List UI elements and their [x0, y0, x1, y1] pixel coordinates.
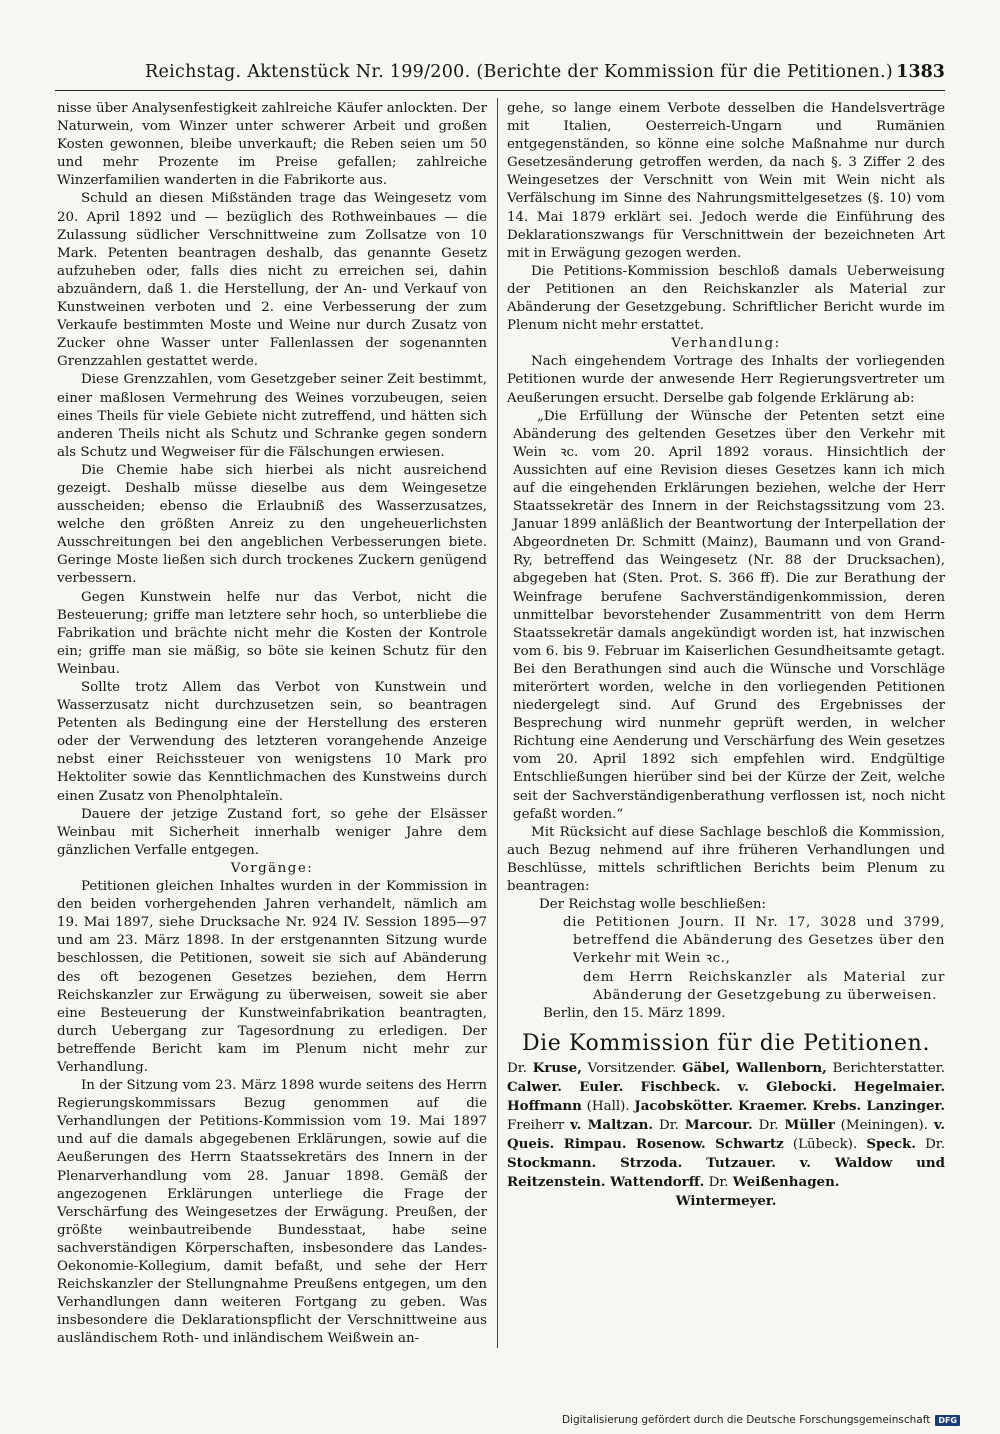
header-rule: [55, 90, 945, 91]
section-heading: Verhandlung:: [671, 336, 781, 352]
paragraph: Mit Rücksicht auf diese Sachlage beschloß die Kommission, auch Bezug nehmend auf ihre früheren Verhandlungen und Beschlüsse, mittels schriftlichen Berichts beim Plenum zu beantragen:: [507, 824, 945, 895]
motion-text: die Petitionen Journ. II Nr. 17, 3028 und 3799, betreffend die Abänderung des Gesetzes über den Verkehr mit Wein ꝛc.,: [563, 915, 945, 967]
member-name: Calwer. Euler. Fischbeck. v. Glebocki. Hegelmaier. Hoffmann: [507, 1078, 945, 1114]
running-title: Reichstag. Aktenstück Nr. 199/200. (Berichte der Kommission für die Petitionen.): [145, 62, 894, 82]
paragraph: In der Sitzung vom 23. März 1898 wurde seitens des Herrn Regierungskommissars Bezug genommen auf die Verhandlungen der Petitions-Kommission vom 19. Mai 1897 und auf die damals abgegebenen Erklärungen, sowie auf die Aeußerungen des Herrn Staatssekretärs des Innern in der Plenarverhandlung vom 28. Januar 1898. Gemäß der angezogenen Erklärungen unterliege die Frage der Verschärfung des Weingesetzes der Erwägung. Preußen, der größte weinbautreibende Bundesstaat, habe seine sachverständigen Körperschaften, insbesondere das Landes-Oekonomie-Kollegium, damit befaßt, und sehe der Herr Reichskanzler der Stellungnahme Preußens entgegen, um den Verhandlungen dann weiteren Fortgang zu geben. Was insbesondere die Deklarationspflicht der Verschnittweine aus ausländischem Roth- und inländischem Weißwein an-: [57, 1078, 487, 1347]
paragraph: Sollte trotz Allem das Verbot von Kunstwein und Wasserzusatz nicht durchzusetzen sein, so beantragen Petenten als Bedingung eine der Herstellung des ersteren oder der Verwendung des letzteren vorangehende Anzeige nebst einer Reichssteuer von wenigstens 10 Mark pro Hektoliter sowie das Kenntlichmachen des Kunstweins durch einen Zusatz von Phenolphtaleïn.: [57, 680, 487, 804]
resolution-intro: Der Reichstag wolle beschließen:: [539, 897, 767, 913]
paragraph: Dauere der jetzige Zustand fort, so gehe der Elsässer Weinbau mit Sicherheit innerhalb weniger Jahre dem gänzlichen Verfalle entgegen.: [57, 806, 487, 858]
paragraph: Gegen Kunstwein helfe nur das Verbot, nicht die Besteuerung; griffe man letztere sehr hoch, so unterbliebe die Fabrikation und brächte nicht mehr die Kosten der Kontrole ein; griffe man sie mäßig, so böte sie keinen Schutz für den Weinbau.: [57, 589, 487, 677]
paragraph: Diese Grenzzahlen, vom Gesetzgeber seiner Zeit bestimmt, einer maßlosen Vermehrung des Weines vorzubeugen, seien eines Theils für viele Gebiete nicht zutreffend, und hätten sich anderen Theils nicht als Schutz und Schranke gegen sondern als Schutz und Wegweiser für die Fälschungen erwiesen.: [57, 372, 487, 460]
dfg-logo: DFG: [935, 1415, 960, 1426]
member-name: Speck.: [866, 1135, 916, 1152]
left-column: [57, 100, 487, 1348]
motion-text: dem Herrn Reichskanzler als Material zur Abänderung der Gesetzgebung zu überweisen.: [583, 969, 945, 1003]
member-name: Weißenhagen.: [732, 1173, 840, 1190]
paragraph: nisse über Analysenfestigkeit zahlreiche Käufer anlockten. Der Naturwein, vom Winzer unter schwerer Arbeit und großen Kosten gewonnen, bleibe unverkauft; die Reben seien um 50 und mehr Prozente im Preise gefallen; zahlreiche Winzerfamilien wanderten in die Fabrikorte aus.: [57, 101, 487, 189]
member-name: v. Maltzan.: [570, 1116, 654, 1133]
footer: [562, 1414, 960, 1426]
member-name: Kruse,: [532, 1059, 582, 1076]
member-name: v. Queis. Rimpau. Rosenow. Schwartz: [507, 1116, 945, 1152]
member-name: Stockmann. Strzoda. Tutzauer. v. Waldow und Reitzenstein. Wattendorff.: [507, 1154, 945, 1190]
paragraph: Die Petitions-Kommission beschloß damals Ueberweisung der Petitionen an den Reichskanzler als Material zur Abänderung der Gesetzgebung. Schriftlicher Bericht wurde im Plenum nicht mehr erstattet.: [507, 263, 945, 334]
paragraph: Nach eingehendem Vortrage des Inhalts der vorliegenden Petitionen wurde der anwesende Herr Regierungsvertreter um Aeußerungen ersucht. Derselbe gab folgende Erklärung ab:: [507, 354, 945, 406]
right-column: [507, 100, 945, 1211]
last-member: Wintermeyer.: [675, 1192, 777, 1209]
member-name: Müller: [784, 1116, 835, 1133]
footer-credit: Digitalisierung gefördert durch die Deutsche Forschungsgemeinschaft: [561, 1414, 931, 1426]
column-divider: [497, 98, 498, 1348]
quoted-statement: „Die Erfüllung der Wünsche der Petenten setzt eine Abänderung des geltenden Gesetzes über den Verkehr mit Wein ꝛc. vom 20. April 1892 voraus. Hinsichtlich der Aussichten auf eine Revision dieses Gesetzes kann ich mich auf die eingehenden Erklärungen beziehen, welche der Herr Staatssekretär des Innern in der Reichstagssitzung vom 23. Januar 1899 anläßlich der Beantwortung der Interpellation der Abgeordneten Dr. Schmitt (Mainz), Baumann und von Grand-Ry, betreffend das Weingesetz (Nr. 88 der Drucksachen), abgegeben hat (Sten. Prot. S. 366 ff). Die zur Berathung der Weinfrage berufene Sachverständigenkommission, deren unmittelbar bevorstehender Zusammentritt von dem Herrn Staatssekretär damals angekündigt worden ist, hat inzwischen vom 6. bis 9. Februar im Kaiserlichen Gesundheitsamte getagt. Bei den Berathungen sind auch die Wünsche und Vorschläge miterörtert worden, welche in den vorliegenden Petitionen niedergelegt sind. Auf Grund des Ergebnisses der Besprechung wird nunmehr geprüft werden, in welcher Richtung eine Aenderung und Verschärfung des Wein gesetzes vom 20. April 1892 sich empfehlen wird. Endgültige Entschließungen hierüber sind bei der Kürze der Zeit, welche seit der Sachverständigenberathung verflossen ist, noch nicht gefaßt worden.“: [513, 408, 945, 822]
page-number: 1383: [896, 62, 945, 82]
paragraph: Die Chemie habe sich hierbei als nicht ausreichend gezeigt. Deshalb müsse dieselbe aus dem Weingesetze ausscheiden; ebenso die Erlaubniß des Wasserzusatzes, welche den größten Anreiz zu den ungeheuerlichsten Ausschreitungen bei den angeblichen Verbesserungen biete. Geringe Moste ließen sich durch trockenes Zuckern genügend verbessern.: [57, 462, 487, 587]
paragraph: gehe, so lange einem Verbote desselben die Handelsverträge mit Italien, Oesterreich-Ungarn und Rumänien entgegenständen, so könne eine solche Maßnahme nur durch Gesetzesänderung getroffen werden, da nach §. 3 Ziffer 2 des Weingesetzes der Verschnitt von Wein mit Wein nicht als Verfälschung im Sinne des Nahrungsmittelgesetzes (§. 10) vom 14. Mai 1879 erklärt sei. Jedoch werde die Einführung des Deklarationszwangs für Verschnittwein der bezeichneten Art mit in Erwägung gezogen werden.: [507, 101, 945, 261]
paragraph: Schuld an diesen Mißständen trage das Weingesetz vom 20. April 1892 und — bezüglich des Rothweinbaues — die Zulassung südlicher Verschnittweine zum Zollsatze von 10 Mark. Petenten beantragen deshalb, das genannte Gesetz aufzuheben oder, falls dies nicht zu erreichen sei, dahin abzuändern, daß 1. die Herstellung, der An- und Verkauf von Kunstweinen verboten und 2. eine Verbesserung der zum Verkaufe bestimmten Moste und Weine nur durch Zusatz von Zucker ohne Wasser unter Fallenlassen der sogenannten Grenzzahlen gestattet werde.: [57, 191, 487, 370]
commission-title: Die Kommission für die Petitionen.: [521, 1030, 931, 1056]
section-heading: Vorgänge:: [230, 860, 314, 876]
date-line: Berlin, den 15. März 1899.: [543, 1005, 726, 1021]
paragraph: Petitionen gleichen Inhaltes wurden in der Kommission in den beiden vorhergehenden Jahren verhandelt, nämlich am 19. Mai 1897, siehe Drucksache Nr. 924 IV. Session 1895—97 und am 23. März 1898. In der erstgenannten Sitzung wurde beschlossen, die Petitionen, soweit sie sich auf Abänderung des oft bezogenen Gesetzes beziehen, dem Herrn Reichskanzler zur Erwägung zu überweisen, soweit sie aber eine Besteuerung der Kunstweinfabrikation beantragten, durch Uebergang zur Tagesordnung zu erledigen. Der betreffende Bericht kam im Plenum nicht mehr zur Verhandlung.: [57, 879, 487, 1075]
member-list: Dr. Kruse, Vorsitzender. Gäbel, Wallenborn, Berichterstatter. Calwer. Euler. Fischbeck. v. Glebocki. Hegelmaier. Hoffmann (Hall). Jacobskötter. Kraemer. Krebs. Lanzinger. Freiherr v. Maltzan. Dr. Marcour. Dr. Müller (Meiningen). v. Queis. Rimpau. Rosenow. Schwartz (Lübeck). Speck. Dr. Stockmann. Strzoda. Tutzauer. v. Waldow und Reitzenstein. Wattendorff. Dr. Weißenhagen.: [507, 1059, 945, 1190]
member-name: Gäbel, Wallenborn,: [682, 1059, 827, 1076]
page-header: [55, 62, 945, 86]
member-name: Marcour.: [684, 1116, 753, 1133]
member-name: Jacobskötter. Kraemer. Krebs. Lanzinger.: [634, 1097, 945, 1114]
